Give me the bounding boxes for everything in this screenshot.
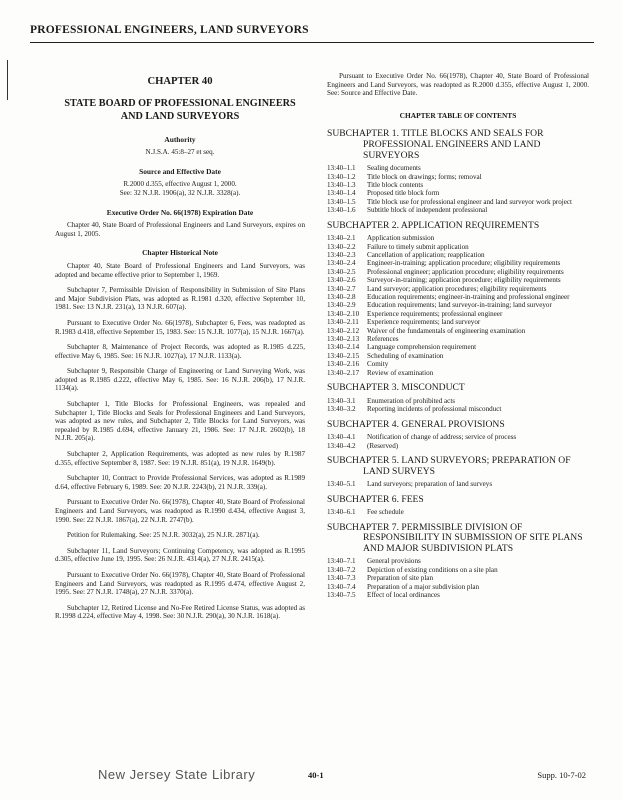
section-title: Surveyor-in-training; application procedure; eligibility requirements [367,276,561,285]
section-title: Land surveyor; application procedures; eligibility requirements [367,284,547,293]
history-note: Subchapter 12, Retired License and No-Fee Retired License Status, was adopted as R.1998 d.224, effective May 4, 1998. See: 30 N.J.R. 290(a), 30 N.J.R. 1618(a). [55,603,305,621]
toc-entry [327,369,589,377]
section-number: 13:40–7.4 [327,582,356,591]
section-title: Fee schedule [367,508,404,517]
toc-entry [327,206,589,214]
section-title: Scheduling of examination [367,351,444,360]
section-number: 13:40–2.13 [327,335,360,344]
section-number: 13:40–7.3 [327,574,356,583]
section-number: 13:40–2.1 [327,234,356,243]
section-number: 13:40–2.5 [327,267,356,276]
section-number: 13:40–7.1 [327,557,356,566]
section-number: 13:40–1.3 [327,180,356,189]
toc-entry [327,433,589,441]
section-title: Cancellation of application; reapplication [367,251,485,259]
section-number: 13:40–3.1 [327,396,356,405]
history-notes [55,262,305,621]
section-number: 13:40–1.2 [327,172,356,181]
section-number: 13:40–1.1 [327,164,356,173]
section-number: 13:40–4.1 [327,433,356,442]
section-title: Enumeration of prohibited acts [367,396,456,405]
history-note: Pursuant to Executive Order No. 66(1978), Chapter 40, State Board of Professional Engineers and Land Surveyors, was readopted as R.1990 d.434, effective August 3, 1990. See: 22 N.J.R. 1867(a), 22 N.J.R. 2747(b). [55,498,305,524]
section-title: Failure to timely submit application [367,242,469,251]
section-number: 13:40–2.7 [327,284,356,293]
toc-entry [327,508,589,516]
toc-entry [327,405,589,413]
toc-entry [327,343,589,351]
toc-entry [327,268,589,276]
toc-entry [327,276,589,284]
section-number: 13:40–2.9 [327,301,356,310]
history-note: Subchapter 1, Title Blocks for Professional Engineers, was repealed and Subchapter 1, Title Blocks and Seals for Professional Engineers and Land Surveyors, was adopted as new rules, and Subchapter 2, Title Blocks for Land Surveyors, was repealed by R.1985 d.694, effective January 21, 1986. See: 17 N.J.R. 2602(b), 18 N.J.R. 205(a). [55,400,305,443]
toc-entry [327,557,589,565]
right-column [327,72,589,599]
history-note: Chapter 40, State Board of Professional Engineers and Land Surveyors, was adopted and became effective prior to September 1, 1969. [55,261,305,279]
toc-entry [327,301,589,309]
page-footer [0,767,622,787]
section-title: Title block on drawings; forms; removal [367,172,482,181]
section-number: 13:40–2.3 [327,251,356,259]
section-number: 13:40–6.1 [327,508,356,517]
toc-entry [327,574,589,582]
chapter-title [55,97,305,124]
section-title: Land surveyors; preparation of land surveys [367,480,493,489]
left-column [55,72,305,628]
section-title: Notification of change of address; service of process [367,433,517,442]
section-title: Experience requirements; land surveyor [367,318,481,327]
subchapter-heading: SUBCHAPTER 3. MISCONDUCT [327,382,465,394]
section-title: Proposed title block form [367,189,440,198]
history-note: Subchapter 9, Responsible Charge of Engineering or Land Surveying Work, was adopted as R.1985 d.222, effective May 6, 1985. See: 16 N.J.R. 206(b), 17 N.J.R. 1134(a). [55,367,305,393]
chapter-title-line: STATE BOARD OF PROFESSIONAL ENGINEERS [64,97,296,109]
toc-entry [327,591,589,599]
history-note: Subchapter 11, Land Surveyors; Continuing Competency, was adopted as R.1995 d.305, effective June 19, 1995. See: 26 N.J.R. 4314(a), 27 N.J.R. 2415(a). [55,546,305,564]
readoption-note: Pursuant to Executive Order No. 66(1978), Chapter 40, State Board of Professional Engineers and Land Surveyors, was readopted as R.2000 d.355, effective August 1, 2000. See: Source and Effective Date. [327,72,589,98]
toc-entry [327,442,589,450]
section-title: Preparation of a major subdivision plan [367,582,480,591]
toc-entry [327,327,589,335]
toc-entry [327,251,589,259]
toc-entry [327,243,589,251]
subchapter-heading: SUBCHAPTER 6. FEES [327,493,424,505]
section-title: Waiver of the fundamentals of engineering examination [367,326,526,335]
section-number: 13:40–2.14 [327,343,360,352]
section-title: Review of examination [367,368,434,377]
section-number: 13:40–3.2 [327,405,356,414]
section-title: Preparation of site plan [367,574,433,583]
history-heading: Chapter Historical Note [142,248,218,258]
expiration-text: Chapter 40, State Board of Professional Engineers and Land Surveyors, expires on August 1, 2005. [55,221,305,238]
section-number: 13:40–2.16 [327,360,360,369]
section-title: Language comprehension requirement [367,343,477,352]
section-number: 13:40–2.6 [327,276,356,285]
section-number: 13:40–2.4 [327,259,356,268]
chapter-number: CHAPTER 40 [147,76,213,87]
section-number: 13:40–5.1 [327,480,356,489]
section-number: 13:40–2.8 [327,293,356,302]
section-title: Education requirements; engineer-in-training and professional engineer [367,293,570,302]
library-watermark: New Jersey State Library [98,767,256,782]
subchapter-heading: SUBCHAPTER 5. LAND SURVEYORS; PREPARATION OF LAND SURVEYS [327,454,571,477]
change-bar [7,60,8,100]
toc-entry [327,335,589,343]
source-line: See: 32 N.J.R. 1906(a), 32 N.J.R. 3328(a). [119,188,241,197]
history-note: Pursuant to Executive Order No. 66(1978), Subchapter 6, Fees, was readopted as R.1983 d.418, effective September 15, 1983. See: 15 N.J.R. 1077(a), 15 N.J.R. 1667(a). [55,318,305,336]
toc-entry [327,360,589,368]
toc-entry [327,583,589,591]
toc-entry [327,173,589,181]
table-of-contents [327,129,589,599]
subchapter-heading: SUBCHAPTER 7. PERMISSIBLE DIVISION OF RESPONSIBILITY IN SUBMISSION OF SITE PLANS AND MAJOR SUBDIVISION PLATS [327,521,583,554]
section-title: Title block contents [367,180,424,189]
source-line: R.2000 d.355, effective August 1, 2000. [123,180,237,189]
toc-entry [327,566,589,574]
section-title: References [367,335,399,344]
section-number: 13:40–7.2 [327,565,356,574]
section-title: Education requirements; land surveyor-in-training; land surveyor [367,301,552,310]
section-title: Effect of local ordinances [367,590,440,599]
section-number: 13:40–1.6 [327,206,356,215]
history-note: Subchapter 10, Contract to Provide Professional Services, was adopted as R.1989 d.64, effective February 6, 1989. See: 20 N.J.R. 2243(b), 21 N.J.R. 339(a). [55,474,305,491]
section-title: Depiction of existing conditions on a site plan [367,565,498,574]
section-number: 13:40–2.15 [327,351,360,360]
toc-entry [327,397,589,405]
chapter-title-line: AND LAND SURVEYORS [120,111,240,123]
section-title: Sealing documents [367,164,421,173]
toc-entry [327,189,589,197]
section-number: 13:40–2.10 [327,309,360,318]
section-title: (Reserved) [367,441,399,450]
history-note: Subchapter 7, Permissible Division of Responsibility in Submission of Site Plans and Major Subdivision Plats, was adopted as R.1981 d.320, effective September 10, 1981. See: 13 N.J.R. 231(a), 13 N.J.R. 607(a). [55,286,305,312]
section-title: Title block use for professional engineer and land surveyor work project [367,197,573,206]
section-title: Reporting incidents of professional misconduct [367,405,502,414]
section-title: Subtitle block of independent professional [367,206,488,215]
toc-entry [327,285,589,293]
section-number: 13:40–2.2 [327,242,356,251]
toc-entry [327,181,589,189]
header-rule [30,42,594,43]
toc-entry [327,352,589,360]
toc-entry [327,310,589,318]
expiration-heading: Executive Order No. 66(1978) Expiration Date [106,207,254,217]
section-title: Experience requirements; professional engineer [367,309,503,318]
section-number: 13:40–7.5 [327,590,356,599]
section-number: 13:40–1.5 [327,197,356,206]
section-title: Professional engineer; application procedure; eligibility requirements [367,267,564,276]
page-number: 40-1 [308,770,324,780]
toc-title: CHAPTER TABLE OF CONTENTS [399,110,517,120]
toc-entry [327,259,589,267]
section-number: 13:40–4.2 [327,441,356,450]
section-number: 13:40–1.4 [327,189,356,198]
section-number: 13:40–2.12 [327,326,360,335]
authority-text: N.J.S.A. 45:8–27 et seq. [145,148,215,157]
subchapter-heading: SUBCHAPTER 1. TITLE BLOCKS AND SEALS FOR PROFESSIONAL ENGINEERS AND LAND SURVEYORS [327,128,544,161]
authority-heading: Authority [164,134,196,144]
section-title: General provisions [367,557,421,566]
toc-entry [327,234,589,242]
section-number: 13:40–2.11 [327,318,359,327]
toc-entry [327,293,589,301]
supplement-date: Supp. 10-7-02 [537,770,586,780]
toc-entry [327,198,589,206]
running-head: PROFESSIONAL ENGINEERS, LAND SURVEYORS [30,24,309,36]
subchapter-heading: SUBCHAPTER 2. APPLICATION REQUIREMENTS [327,219,540,231]
history-note: Pursuant to Executive Order No. 66(1978), Chapter 40, State Board of Professional Engineers and Land Surveyors, was readopted as R.1995 d.474, effective August 2, 1995. See: 27 N.J.R. 1748(a), 27 N.J.R. 3370(a). [55,570,305,597]
toc-entry [327,480,589,488]
section-title: Application submission [367,234,435,243]
history-note: Petition for Rulemaking. See: 25 N.J.R. 3032(a), 25 N.J.R. 2871(a). [67,531,260,540]
toc-entry [327,318,589,326]
toc-entry [327,164,589,172]
source-heading: Source and Effective Date [139,166,221,176]
section-title: Comity [367,360,389,369]
section-number: 13:40–2.17 [327,368,360,377]
history-note: Subchapter 2, Application Requirements, was adopted as new rules by R.1987 d.355, effective September 8, 1987. See: 19 N.J.R. 851(a), 19 N.J.R. 1649(b). [55,450,305,467]
subchapter-heading: SUBCHAPTER 4. GENERAL PROVISIONS [327,418,505,430]
history-note: Subchapter 8, Maintenance of Project Records, was adopted as R.1985 d.225, effective May 6, 1985. See: 16 N.J.R. 1027(a), 17 N.J.R. 1133(a). [55,343,305,360]
section-title: Engineer-in-training; application procedure; eligibility requirements [367,259,561,268]
